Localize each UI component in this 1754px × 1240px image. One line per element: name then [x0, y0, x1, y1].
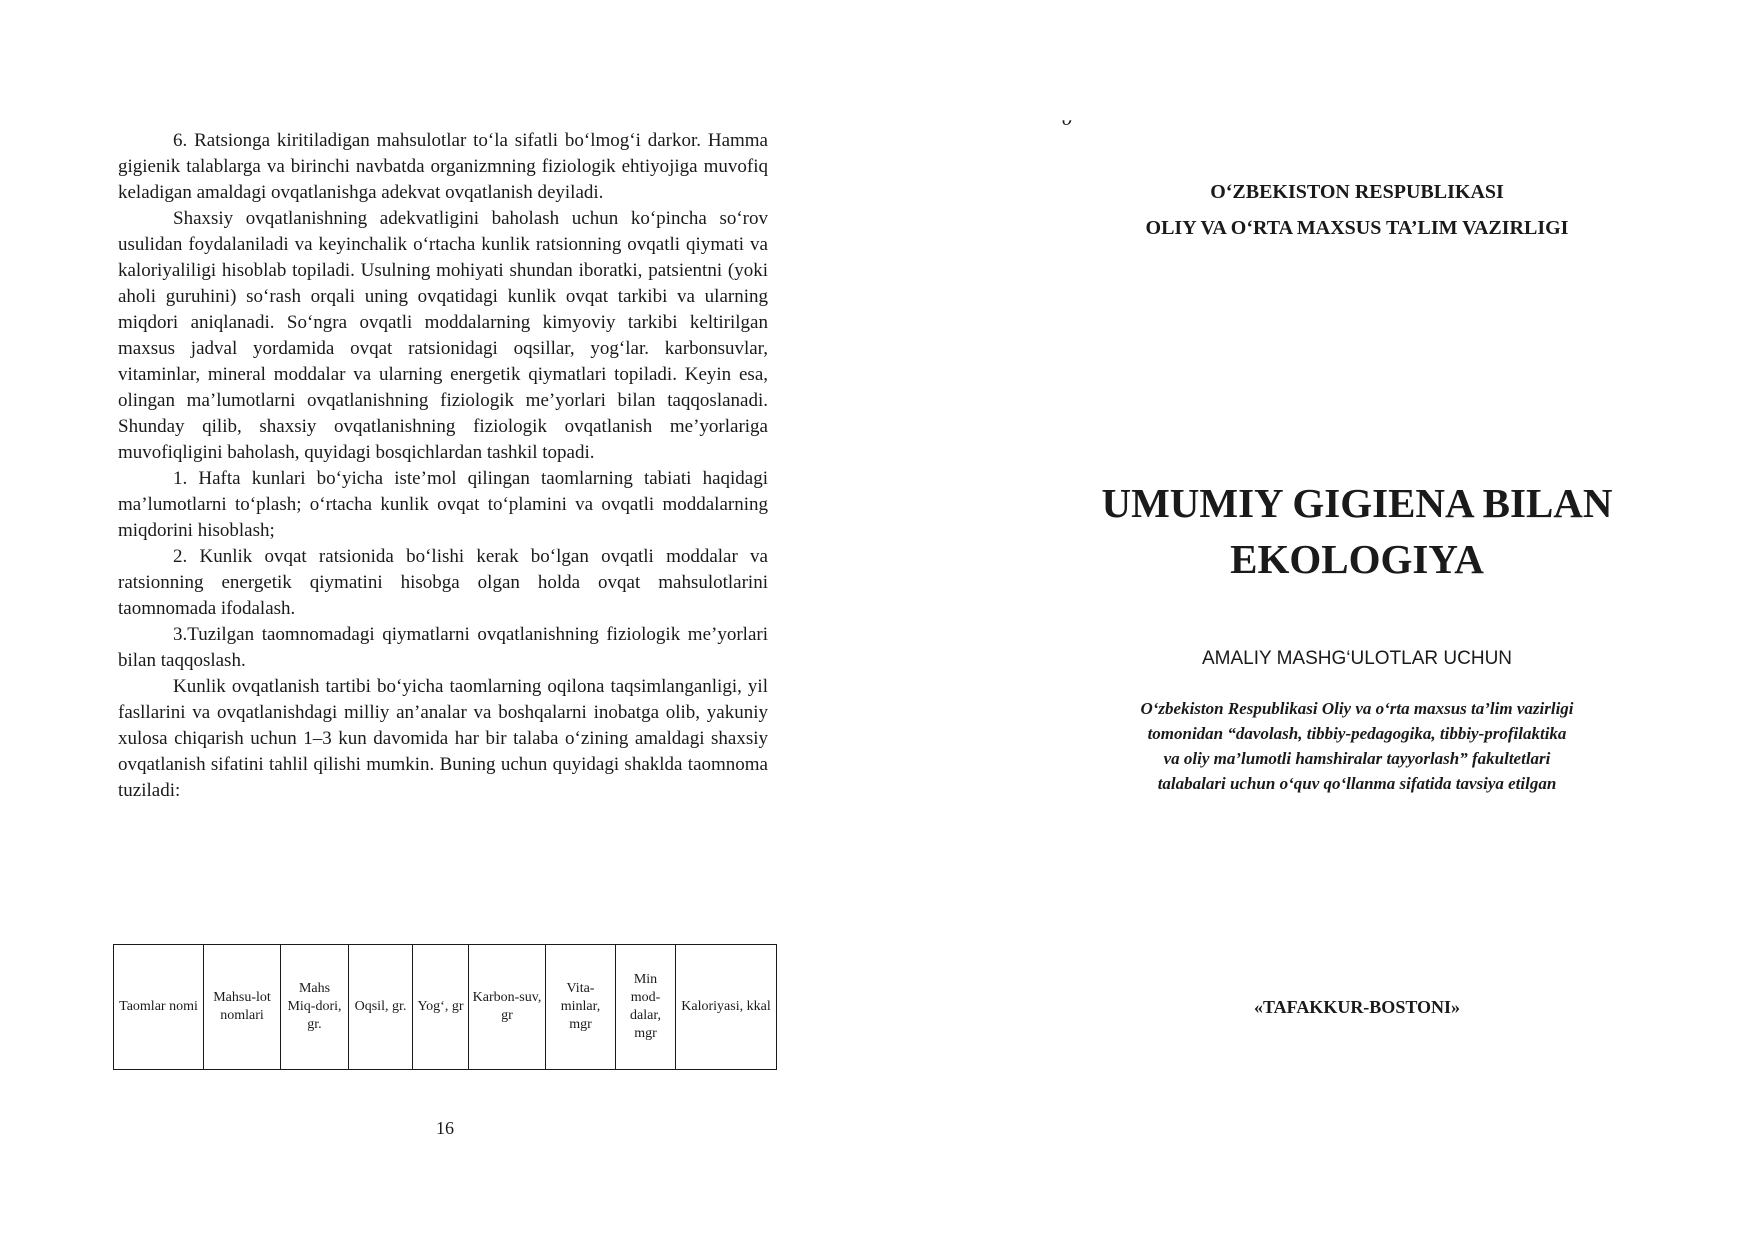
- ministry-line: OLIY VA O‘RTA MAXSUS TA’LIM VAZIRLIGI: [1145, 217, 1569, 239]
- recommendation-line: talabalari uchun o‘quv qo‘llanma sifatida tavsiya etilgan: [1157, 774, 1557, 793]
- paragraph: 6. Ratsionga kiritiladigan mahsulotlar to‘la sifatli bo‘lmog‘i darkor. Hamma gigienik talablarga va birinchi navbatda organizmning fiziologik ehtiyojiga muvofiq keladigan amaldagi ovqatlanishga adekvat ovqatlanish deyiladi.: [118, 130, 768, 203]
- page-number: 16: [436, 1118, 454, 1138]
- paragraph: 1. Hafta kunlari bo‘yicha iste’mol qilingan taomlarning tabiati haqidagi ma’lumotlarni to‘plash; o‘rtacha kunlik ovqat to‘plamini va ovqatli moddalarning miqdorini hisoblash;: [118, 468, 768, 541]
- header-cell: Oqsil, gr.: [349, 945, 413, 1070]
- recommendation-line: va oliy ma’lumotli hamshiralar tayyorlash” fakultetlari: [1163, 749, 1551, 768]
- header-cell: Min mod-dalar, mgr: [616, 945, 676, 1070]
- title-line: UMUMIY GIGIENA BILAN: [1101, 480, 1613, 526]
- header-cell: Kaloriyasi, kkal: [676, 945, 777, 1070]
- book-title: [977, 475, 1737, 587]
- header-cell: Mahs Miq-dori, gr.: [281, 945, 349, 1070]
- header-cell: Yog‘, gr: [413, 945, 469, 1070]
- ministry-line: O‘ZBEKISTON RESPUBLIKASI: [1210, 181, 1504, 203]
- recommendation-note: [1027, 696, 1687, 796]
- paragraph: 2. Kunlik ovqat ratsionida bo‘lishi kerak bo‘lgan ovqatli moddalar va ratsionning energetik qiymatini hisobga olgan holda ovqat mahsulotlarini taomnomada ifodalash.: [118, 546, 768, 619]
- paragraph: Shaxsiy ovqatlanishning adekvatligini baholash uchun ko‘pincha so‘rov usulidan foydalaniladi va keyinchalik o‘rtacha kunlik ratsionning ovqatli qiymati va kaloriyaliligi hisoblab topiladi. Usulning mohiyati shundan iboratki, patsientni (yoki aholi guruhini) so‘rash orqali uning ovqatidagi kunlik ovqat tarkibi va ularning miqdori aniqlanadi. So‘ngra ovqatli moddalarning kimyoviy tarkibi keltirilgan maxsus jadval yordamida ovqat ratsionidagi oqsillar, yog‘lar. karbonsuvlar, vitaminlar, mineral moddalar va ularning energetik qiymatlari topiladi. Keyin esa, olingan ma’lumotlarni ovqatlanishning fiziologik me’yorlari bilan taqqoslanadi. Shunday qilib, shaxsiy ovqatlanishning fiziologik ovqatlanish me’yorlariga muvofiqligini baholash, quyidagi bosqichlardan tashkil topadi.: [118, 208, 768, 463]
- recommendation-line: O‘zbekiston Respublikasi Oliy va o‘rta maxsus ta’lim vazirligi: [1140, 699, 1574, 718]
- publisher-name: «TAFAKKUR-BOSTONI»: [1253, 997, 1461, 1017]
- header-cell: Karbon-suv, gr: [469, 945, 546, 1070]
- paragraph: 3.Tuzilgan taomnomadagi qiymatlarni ovqatlanishning fiziologik me’yorlari bilan taqqoslash.: [118, 624, 768, 671]
- header-cell: Vita-minlar, mgr: [546, 945, 616, 1070]
- header-cell: Taomlar nomi: [114, 945, 204, 1070]
- scan-mark: ᴗ: [1062, 108, 1072, 130]
- recommendation-line: tomonidan “davolash, tibbiy-pedagogika, tibbiy-profilaktika: [1147, 724, 1567, 743]
- ministry-heading: [1027, 174, 1687, 246]
- title-line: EKOLOGIYA: [1230, 536, 1484, 582]
- right-page: [877, 0, 1754, 1240]
- subtitle: AMALIY MASHG‘ULOTLAR UCHUN: [1201, 648, 1513, 669]
- header-cell: Mahsu-lot nomlari: [204, 945, 281, 1070]
- paragraph: Kunlik ovqatlanish tartibi bo‘yicha taomlarning oqilona taqsimlanganligi, yil fasllarini va ovqatlanishdagi milliy an’analar va boshqalarni inobatga olib, yakuniy xulosa chiqarish uchun 1–3 kun davomida har bir talaba o‘zining amaldagi shaxsiy ovqatlanish sifatini tahlil qilishi mumkin. Buning uchun quyidagi shaklda taomnoma tuziladi:: [118, 676, 768, 801]
